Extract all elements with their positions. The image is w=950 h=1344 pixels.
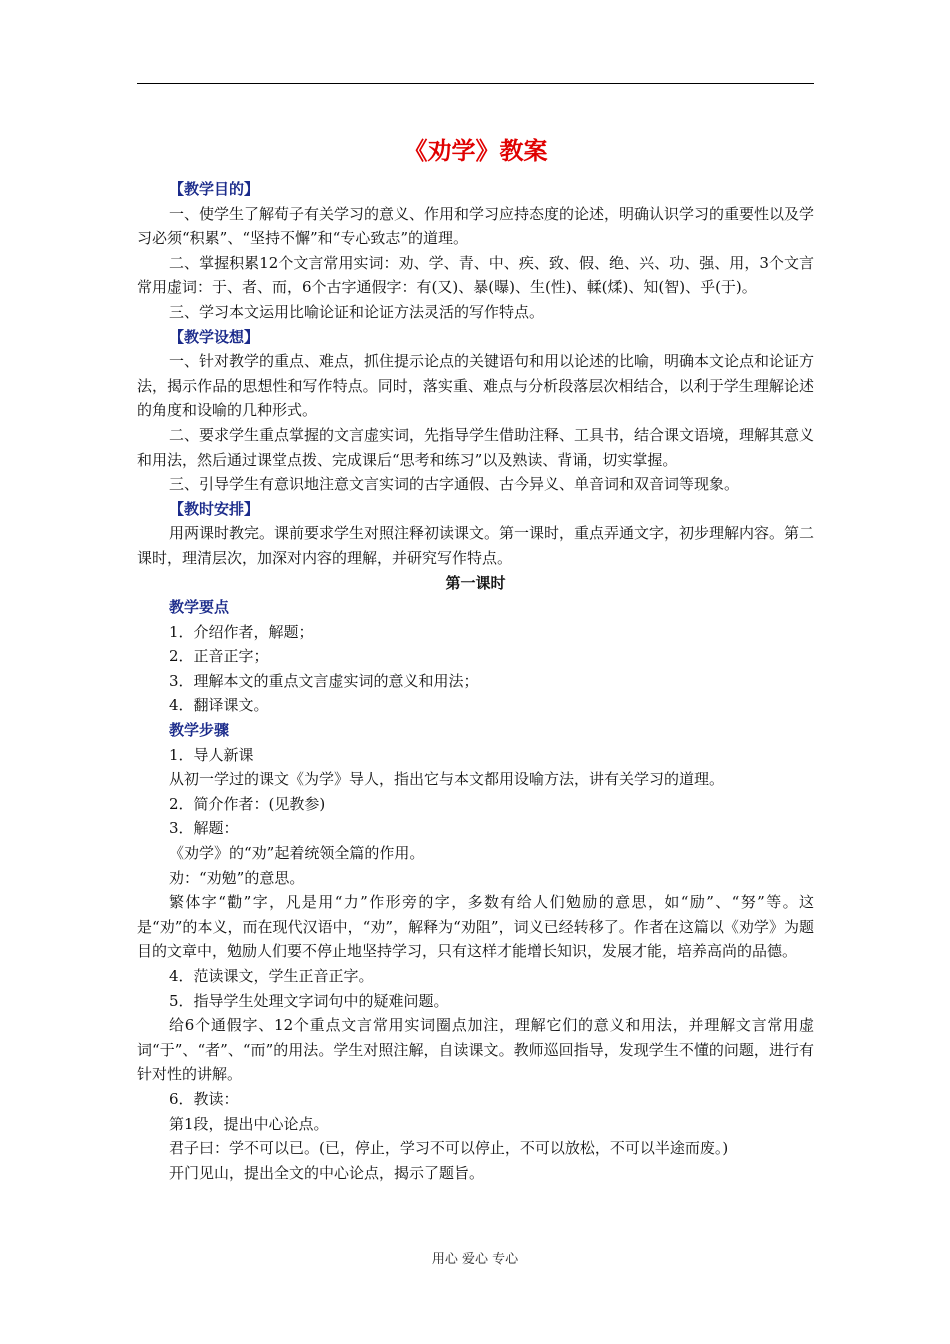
paragraph: 4．翻译课文。 [169,696,269,715]
header-rule [137,83,814,84]
paragraph: 三、学习本文运用比喻论证和论证方法灵活的写作特点。 [169,302,545,321]
paragraph: 2．简介作者：(见教参) [169,794,326,813]
paragraph: 1．导人新课 [169,745,254,764]
section-heading: 【教学目的】 [169,180,260,198]
document-body [137,136,814,1185]
section-heading: 教学要点 [169,598,230,617]
paragraph: 君子曰：学不可以已。(已，停止，学习不可以停止，不可以放松，不可以半途而废。) [169,1139,729,1158]
paragraph: 二、掌握积累12个文言常用实词：劝、学、青、中、疾、致、假、绝、兴、功、强、用，3个文言常用虚词：于、者、而，6个古字通假字：有(又)、暴(曝)、生(性)、輮(煣)、知(智)、乎(于)。 [137,253,814,297]
section-heading: 【教学设想】 [169,327,260,346]
document-title: 《劝学》教案 [403,137,548,165]
paragraph: 三、引导学生有意识地注意文言实词的古字通假、古今异义、单音词和双音词等现象。 [169,475,740,494]
paragraph: 3．理解本文的重点文言虚实词的意义和用法； [169,671,479,690]
paragraph: 5．指导学生处理文字词句中的疑难问题。 [169,991,449,1010]
paragraph: 6．教读： [169,1089,239,1108]
paragraph: 第1段，提出中心论点。 [169,1114,329,1133]
document-content [137,177,814,1185]
paragraph: 一、针对教学的重点、难点，抓住提示论点的关键语句和用以论述的比喻，明确本文论点和论证方法，揭示作品的思想性和写作特点。同时，落实重、难点与分析段落层次相结合，以利于学生理解论述的角度和设喻的几种形式。 [137,352,815,420]
paragraph: 开门见山，提出全文的中心论点，揭示了题旨。 [169,1163,485,1182]
paragraph: 2．正音正字； [169,647,269,666]
paragraph: 从初一学过的课文《为学》导人，指出它与本文都用设喻方法，讲有关学习的道理。 [169,770,725,789]
paragraph: 繁体字“勸”字，凡是用“力”作形旁的字，多数有给人们勉励的意思，如“励”、“努”等。这是“劝”的本义，而在现代汉语中，“劝”，解释为“劝阻”，词义已经转移了。作者在这篇以《劝学》为题目的文章中，勉励人们要不停止地坚持学习，只有这样才能增长知识，发展才能，培养高尚的品德。 [137,893,814,961]
paragraph: 劝：“劝勉”的意思。 [169,868,305,887]
page-footer: 用心 爱心 专心 [431,1252,519,1267]
paragraph: 《劝学》的“劝”起着统领全篇的作用。 [169,844,425,863]
paragraph: 用两课时教完。课前要求学生对照注释初读课文。第一课时，重点弄通文字，初步理解内容。第二课时，理清层次，加深对内容的理解，并研究写作特点。 [137,524,815,567]
section-heading: 教学步骤 [169,721,230,740]
paragraph: 给6个通假字、12个重点文言常用实词圈点加注，理解它们的意义和用法，并理解文言常用虚词“于”、“者”、“而”的用法。学生对照注解，自读课文。教师巡回指导，发现学生不懂的问题，进行有针对性的讲解。 [137,1016,814,1084]
lesson-subtitle: 第一课时 [445,573,506,592]
paragraph: 3．解题： [169,819,239,838]
paragraph: 4．范读课文，学生正音正字。 [169,967,374,985]
paragraph: 一、使学生了解荀子有关学习的意义、作用和学习应持态度的论述，明确认识学习的重要性以及学习必须“积累”、“坚持不懈”和“专心致志”的道理。 [137,204,815,248]
paragraph: 二、要求学生重点掌握的文言虚实词，先指导学生借助注释、工具书，结合课文语境，理解其意义和用法，然后通过课堂点拨、完成课后“思考和练习”以及熟读、背诵，切实掌握。 [137,425,815,469]
paragraph: 1．介绍作者，解题； [169,622,314,641]
section-heading: 【教时安排】 [169,499,260,518]
